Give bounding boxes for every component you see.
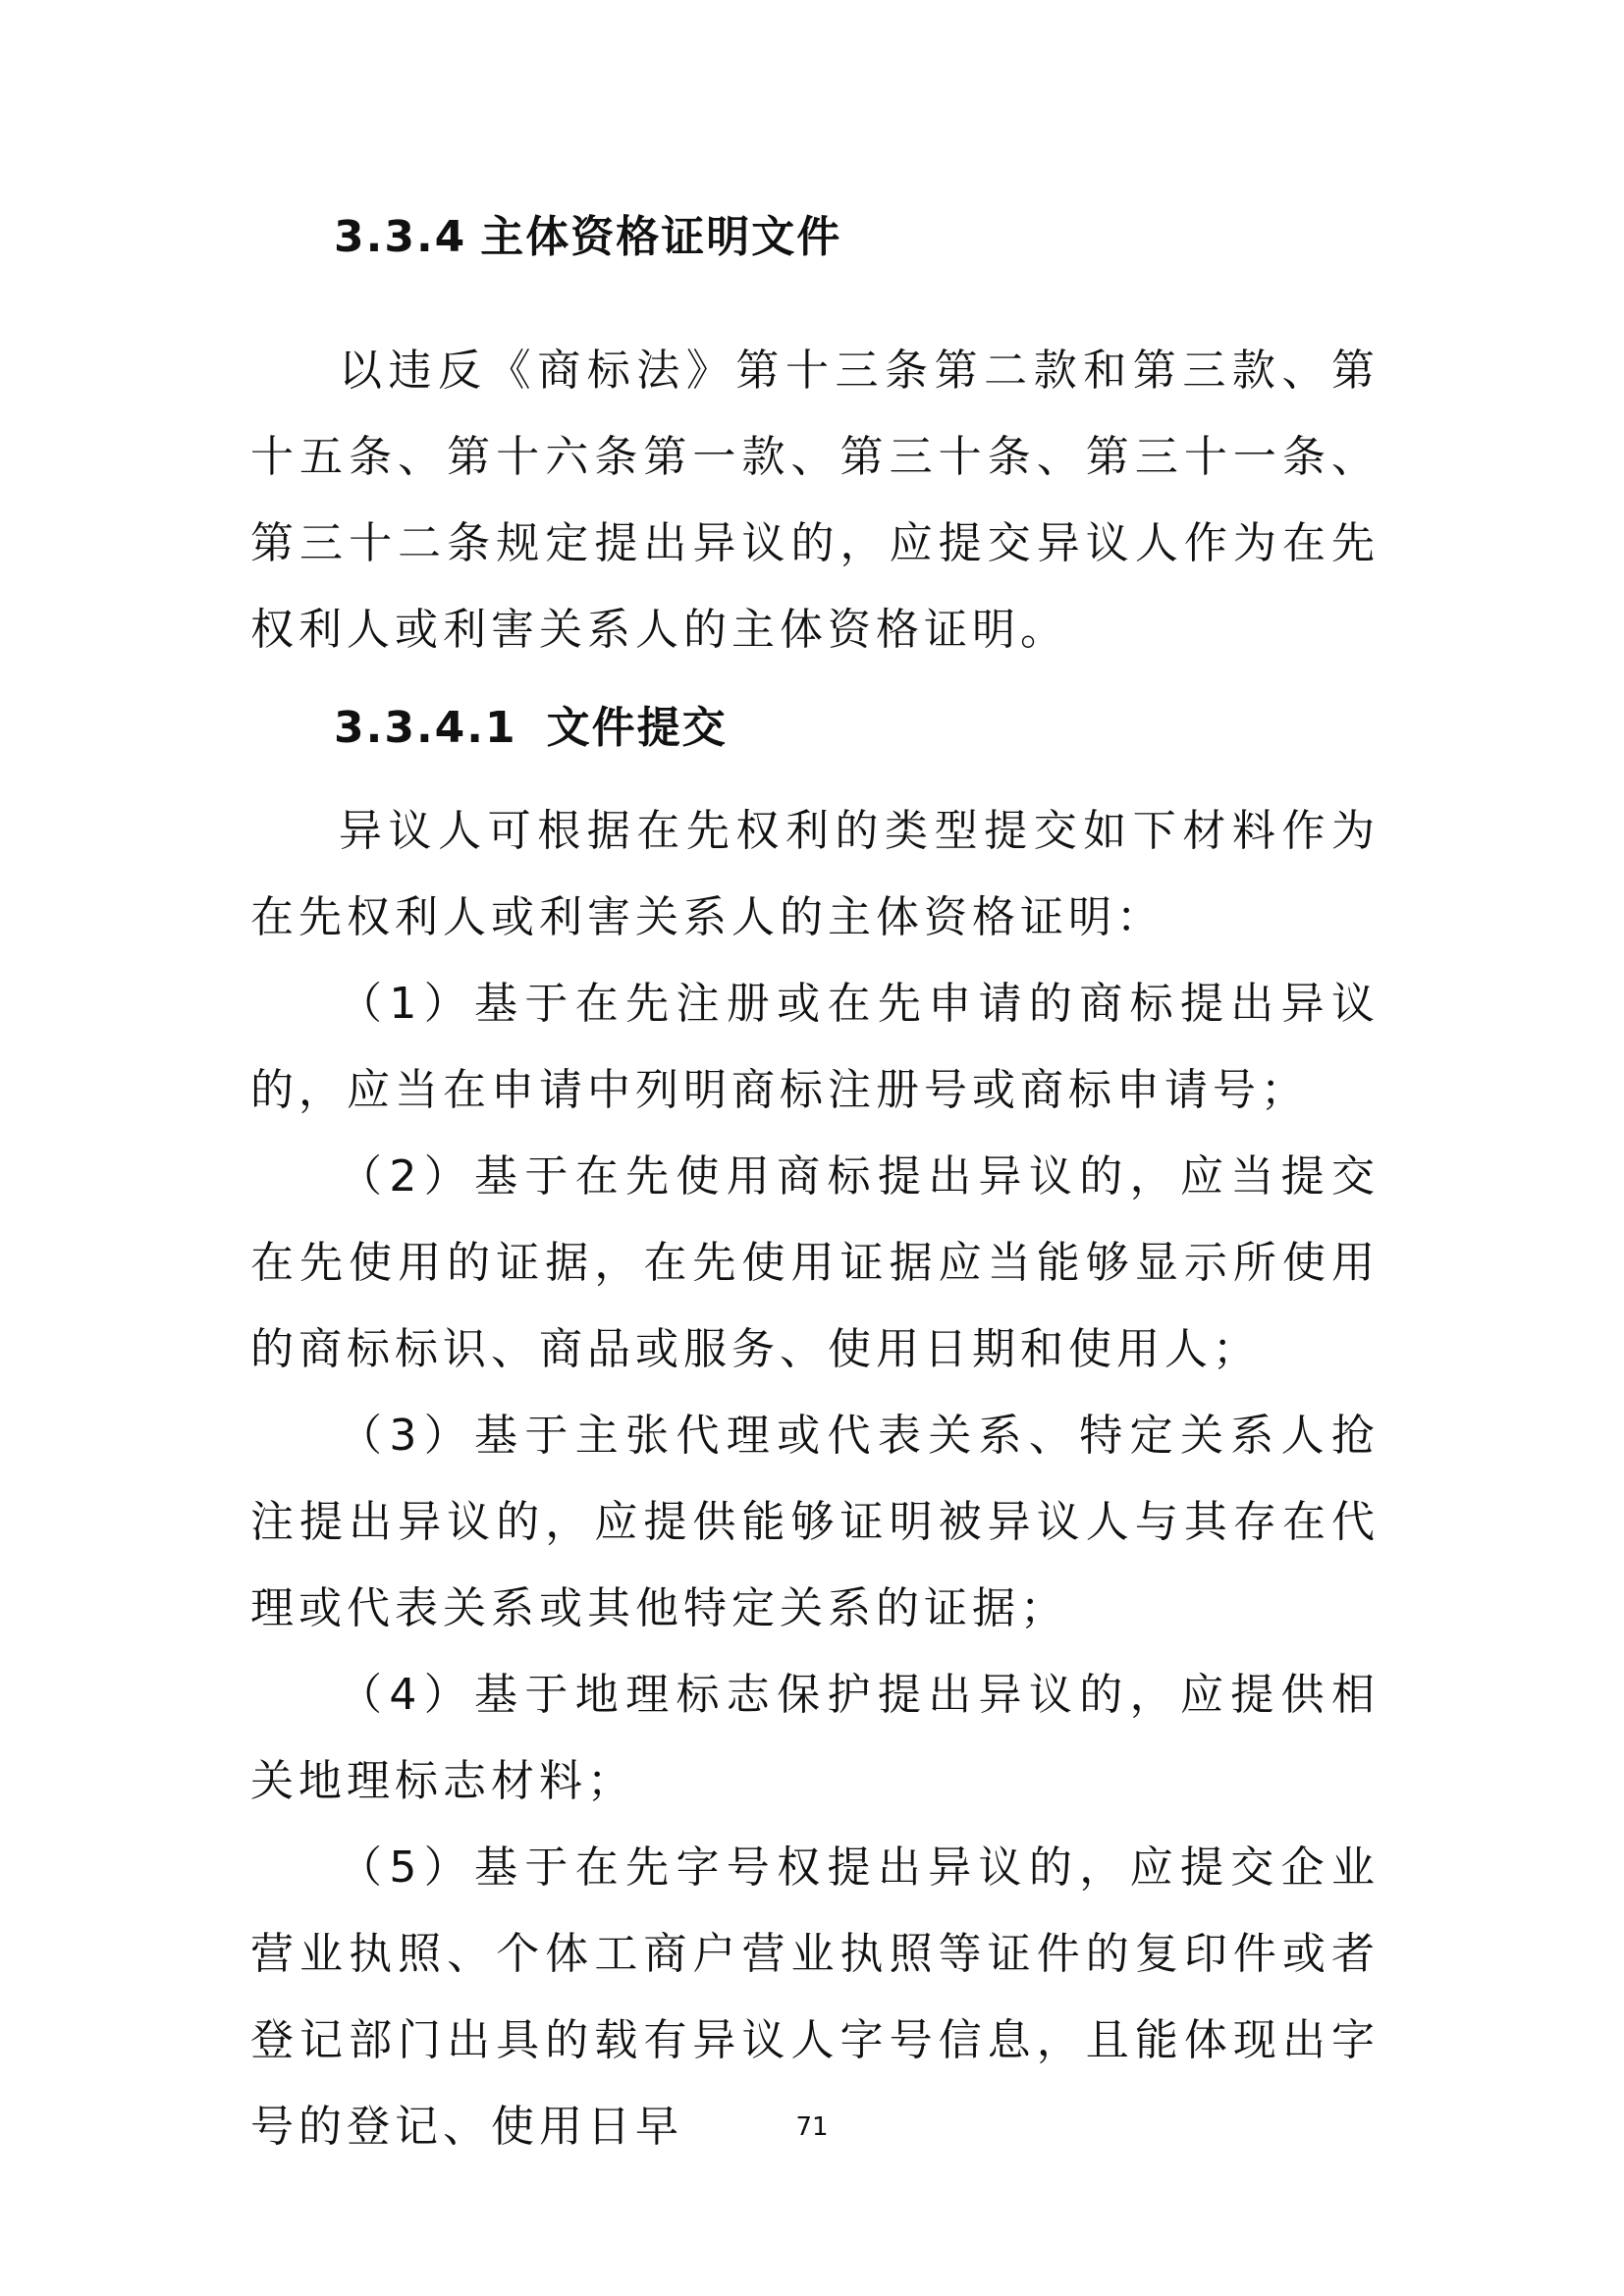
subsection-title: 文件提交 (546, 703, 728, 753)
intro-paragraph: 以违反《商标法》第十三条第二款和第三款、第十五条、第十六条第一款、第三十条、第三十一条、第三十二条规定提出异议的，应提交异议人作为在先权利人或利害关系人的主体资格证明。 (250, 346, 1380, 655)
list-item: （4）基于地理标志保护提出异议的，应提供相关地理标志材料； (250, 1670, 1380, 1806)
page-number: 71 (795, 2112, 829, 2142)
subsection-number: 3.3.4.1 (334, 703, 517, 753)
list-item: （3）基于主张代理或代表关系、特定关系人抢注提出异议的，应提供能够证明被异议人与其存在代理或代表关系或其他特定关系的证据； (250, 1411, 1380, 1633)
list-item: （1）基于在先注册或在先申请的商标提出异议的，应当在申请中列明商标注册号或商标申请号； (250, 979, 1380, 1115)
section-number: 3.3.4 (334, 212, 467, 262)
subsection-heading (334, 699, 728, 758)
section-heading (334, 208, 841, 267)
subsection-intro-paragraph: 异议人可根据在先权利的类型提交如下材料作为在先权利人或利害关系人的主体资格证明： (250, 806, 1380, 942)
list-item: （5）基于在先字号权提出异议的，应提交企业营业执照、个体工商户营业执照等证件的复印件或者登记部门出具的载有异议人字号信息，且能体现出字号的登记、使用日早 (250, 1842, 1380, 2152)
section-title: 主体资格证明文件 (480, 212, 842, 262)
list-item: （2）基于在先使用商标提出异议的，应当提交在先使用的证据，在先使用证据应当能够显示所使用的商标标识、商品或服务、使用日期和使用人； (250, 1151, 1380, 1374)
